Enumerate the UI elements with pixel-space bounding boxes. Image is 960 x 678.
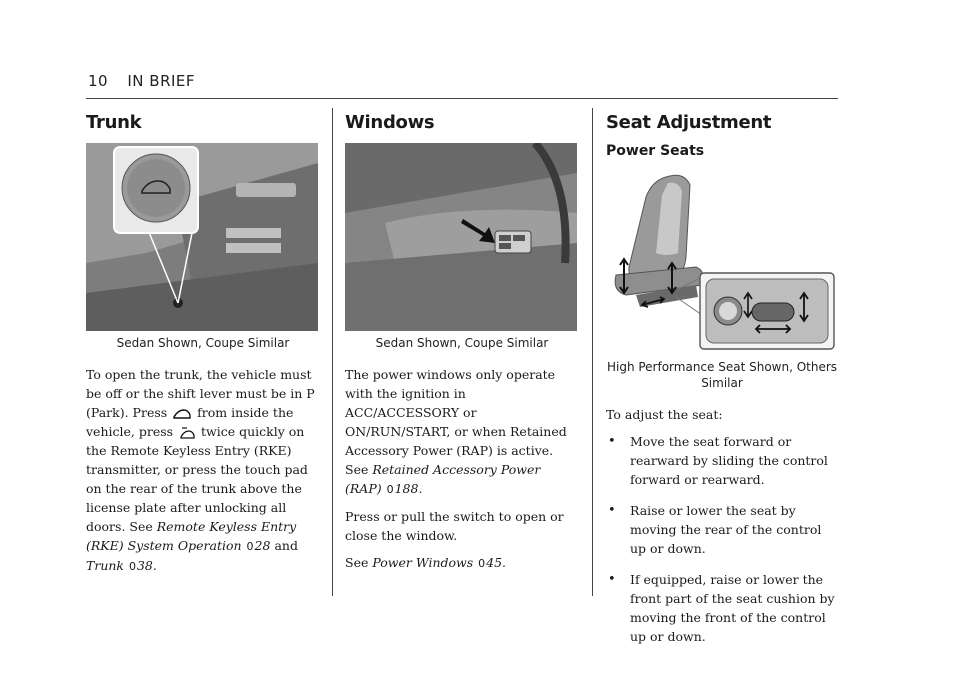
- bullet-text: Move the seat forward or rearward by sliding the control forward or rearward.: [630, 434, 828, 487]
- list-item: [606, 432, 838, 489]
- trunk-text-a: To open the trunk, the vehicle must be off or the shift lever must be in P (Park). Press: [86, 367, 315, 420]
- trunk-reference: Trunk: [86, 558, 124, 573]
- trunk-paragraph: [86, 365, 320, 576]
- list-item: [606, 501, 838, 558]
- windows-figure: [345, 143, 577, 331]
- page-ref-arrow: 0: [478, 557, 486, 570]
- rke-page: 28: [254, 538, 271, 553]
- rap-page: 188: [394, 481, 419, 496]
- windows-text-a: The power windows only operate with the ignition in ACC/ACCESSORY or ON/RUN/START, or when Retained Accessory Power (RAP) is active. See: [345, 367, 567, 477]
- seat-control-illustration: [606, 167, 838, 355]
- seat-column: [606, 108, 838, 658]
- page-ref-arrow: 0: [128, 560, 136, 573]
- page-header: [88, 72, 195, 90]
- header-rule: [86, 98, 838, 99]
- period: .: [152, 558, 157, 573]
- trunk-figure: [86, 143, 318, 331]
- column-divider: [592, 108, 593, 596]
- trunk-release-icon: [173, 408, 191, 420]
- windows-paragraph-1: [345, 365, 579, 499]
- trunk-text-c: twice quickly on the Remote Keyless Entry (RKE) transmitter, or press the touch pad on the rear of the trunk above the license plate after unlocking all doors. See: [86, 424, 308, 534]
- period: .: [502, 555, 507, 570]
- trunk-door-illustration: [86, 143, 318, 331]
- windows-column: [345, 108, 579, 581]
- page-ref-arrow: 0: [386, 483, 394, 496]
- seat-heading: Seat Adjustment: [606, 112, 772, 133]
- page-number: 10: [88, 72, 109, 90]
- windows-heading: Windows: [345, 112, 435, 133]
- windows-paragraph-2: Press or pull the switch to open or close the window.: [345, 509, 564, 543]
- period: .: [418, 481, 423, 496]
- trunk-page: 38: [136, 558, 153, 573]
- remote-trunk-icon: [179, 426, 195, 440]
- bullet: •: [608, 434, 616, 449]
- bullet: •: [608, 572, 616, 587]
- windows-paragraph-3: [345, 553, 579, 573]
- seat-figure: [606, 167, 838, 355]
- window-switch-illustration: [345, 143, 577, 331]
- rke-reference: Remote Keyless Entry (RKE) System Operation: [86, 519, 297, 553]
- page-ref-arrow: 0: [246, 540, 254, 553]
- and-text: and: [274, 538, 298, 553]
- list-item: [606, 570, 838, 646]
- bullet: •: [608, 503, 616, 518]
- seat-intro: To adjust the seat:: [606, 407, 723, 422]
- power-windows-reference: Power Windows: [372, 555, 474, 570]
- trunk-caption: Sedan Shown, Coupe Similar: [116, 336, 290, 350]
- bullet-text: If equipped, raise or lower the front part of the seat cushion by moving the front of the control up or down.: [630, 572, 835, 644]
- trunk-text-b: from inside the vehicle, press: [86, 405, 294, 439]
- bullet-text: Raise or lower the seat by moving the rear of the control up or down.: [630, 503, 822, 556]
- windows-caption: Sedan Shown, Coupe Similar: [375, 336, 549, 350]
- power-seats-subheading: Power Seats: [606, 143, 705, 159]
- trunk-heading: Trunk: [86, 112, 142, 133]
- see-text: See: [345, 555, 369, 570]
- section-title: IN BRIEF: [127, 72, 196, 90]
- power-windows-page: 45: [486, 555, 503, 570]
- column-divider: [332, 108, 333, 596]
- rap-reference: Retained Accessory Power (RAP): [345, 462, 541, 496]
- seat-caption: High Performance Seat Shown, Others Similar: [606, 360, 838, 390]
- seat-bullet-list: [606, 432, 838, 646]
- trunk-column: [86, 108, 320, 584]
